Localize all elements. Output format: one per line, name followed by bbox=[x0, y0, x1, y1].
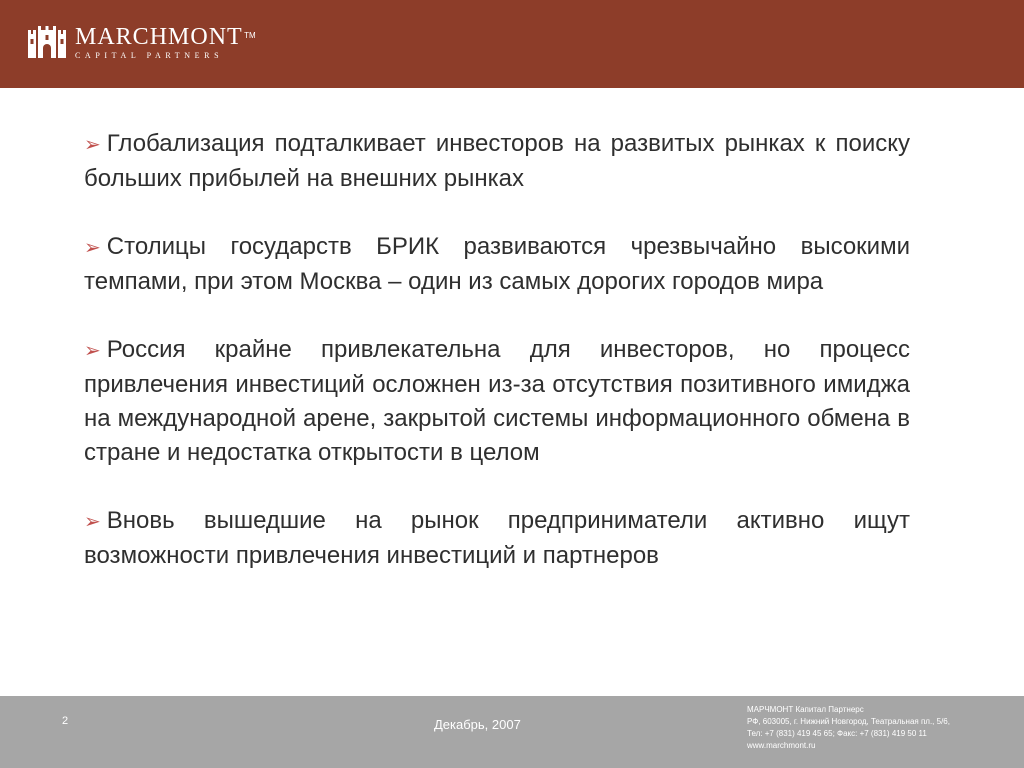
arrow-bullet-icon: ➢ bbox=[84, 134, 101, 156]
page-number: 2 bbox=[62, 715, 69, 727]
logo-text bbox=[75, 24, 256, 60]
company-website-link[interactable]: www.marchmont.ru bbox=[747, 741, 816, 750]
bullet-list bbox=[84, 127, 910, 607]
marchmont-logo[interactable] bbox=[28, 24, 256, 64]
bullet-item bbox=[84, 504, 910, 573]
arrow-bullet-icon: ➢ bbox=[84, 511, 101, 533]
bullet-text: Столицы государств БРИК развиваются чрезвычайно высокими темпами, при этом Москва – один из самых дорогих городов мира bbox=[84, 233, 910, 295]
company-phone-fax: Тел: +7 (831) 419 45 65; Факс: +7 (831) 419 50 11 bbox=[747, 729, 927, 738]
company-contact-info bbox=[747, 704, 950, 752]
bullet-text: Вновь вышедшие на рынок предприниматели активно ищут возможности привлечения инвестиций и партнеров bbox=[84, 507, 910, 569]
footer-bar bbox=[0, 696, 1024, 768]
footer-date: Декабрь, 2007 bbox=[434, 717, 521, 732]
header-bar bbox=[0, 0, 1024, 88]
logo-subtitle: CAPITAL PARTNERS bbox=[75, 51, 224, 60]
bullet-text: Глобализация подталкивает инвесторов на развитых рынках к поиску больших прибылей на внешних рынках bbox=[84, 130, 910, 192]
logo-name: MARCHMONT TM bbox=[75, 24, 256, 50]
bullet-text: Россия крайне привлекательна для инвесторов, но процесс привлечения инвестиций осложнен из-за отсутствия позитивного имиджа на международной арене, закрытой системы информационного обмена в стране и недостатка открытости в целом bbox=[84, 336, 910, 466]
arrow-bullet-icon: ➢ bbox=[84, 340, 101, 362]
castle-logo-icon bbox=[28, 24, 66, 60]
arrow-bullet-icon: ➢ bbox=[84, 237, 101, 259]
company-name: МАРЧМОНТ Капитал Партнерс bbox=[747, 705, 864, 714]
bullet-item bbox=[84, 333, 910, 470]
bullet-item bbox=[84, 230, 910, 299]
trademark-label: TM bbox=[244, 31, 256, 40]
bullet-item bbox=[84, 127, 910, 196]
company-address: РФ, 603005, г. Нижний Новгород, Театральная пл., 5/6, bbox=[747, 717, 950, 726]
